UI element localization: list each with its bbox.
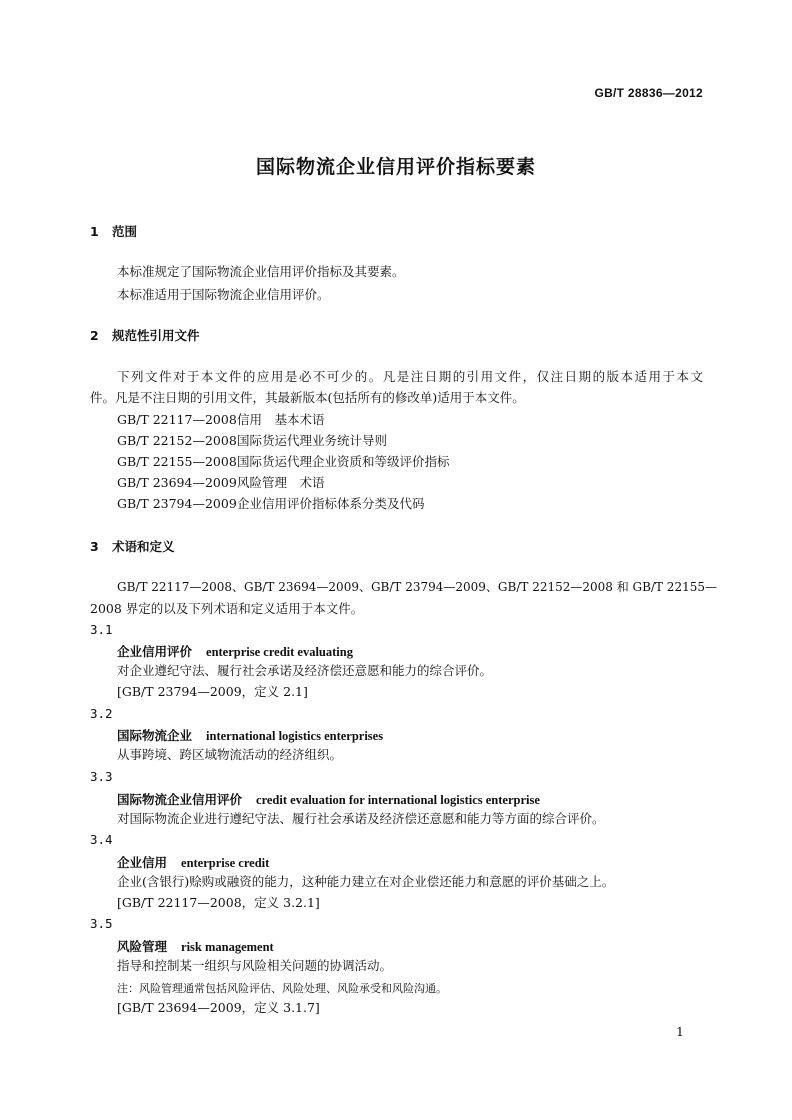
term-number: 3.4 <box>90 832 113 847</box>
term-definition: 指导和控制某一组织与风险相关问题的协调活动。 <box>117 958 393 973</box>
reference-item <box>117 493 425 514</box>
term-number: 3.2 <box>90 706 113 721</box>
section-number: 1 <box>90 224 99 239</box>
reference-code: GB/T 22152—2008 <box>117 433 237 448</box>
section-title: 范围 <box>112 224 138 239</box>
term-zh: 企业信用评价 <box>117 644 193 659</box>
term-zh: 国际物流企业信用评价 <box>117 792 243 807</box>
reference-title: 企业信用评价指标体系分类及代码 <box>237 496 425 511</box>
paragraph: GB/T 22117—2008、GB/T 23694—2009、GB/T 23794—2009、GB/T 22152—2008 和 GB/T 22155— <box>117 580 717 594</box>
term-en: risk management <box>181 940 274 954</box>
term-definition: 企业(含银行)赊购或融资的能力，这种能力建立在对企业偿还能力和意愿的评价基础之上。 <box>117 874 615 889</box>
reference-title: 风险管理 术语 <box>237 475 325 490</box>
term-note: 注：风险管理通常包括风险评估、风险处理、风险承受和风险沟通。 <box>117 982 447 995</box>
term-en: international logistics enterprises <box>206 729 384 743</box>
reference-title: 国际货运代理业务统计导则 <box>237 433 388 448</box>
term-heading <box>117 642 353 660</box>
term-number: 3.3 <box>90 769 113 784</box>
paragraph: 本标准规定了国际物流企业信用评价指标及其要素。 <box>117 264 405 279</box>
paragraph: 件。凡是不注日期的引用文件，其最新版本(包括所有的修改单)适用于本文件。 <box>90 390 525 405</box>
section-number: 3 <box>90 539 99 554</box>
term-zh: 风险管理 <box>117 939 168 954</box>
term-heading <box>117 937 274 955</box>
reference-title: 信用 基本术语 <box>237 412 325 427</box>
term-zh: 国际物流企业 <box>117 728 193 743</box>
reference-code: GB/T 22155—2008 <box>117 454 237 469</box>
standard-number: GB/T 28836—2012 <box>594 86 703 100</box>
page-title: 国际物流企业信用评价指标要素 <box>255 156 536 178</box>
term-source: [GB/T 22117—2008，定义 3.2.1] <box>117 895 320 910</box>
term-definition: 对国际物流企业进行遵纪守法、履行社会承诺及经济偿还意愿和能力等方面的综合评价。 <box>117 811 605 826</box>
page-number: 1 <box>676 1024 684 1039</box>
section-title: 术语和定义 <box>112 539 175 554</box>
reference-item <box>117 409 325 430</box>
paragraph: 下列文件对于本文件的应用是必不可少的。凡是注日期的引用文件，仅注日期的版本适用于本文 <box>117 369 703 384</box>
reference-item <box>117 451 450 472</box>
reference-code: GB/T 22117—2008 <box>117 412 237 427</box>
term-source: [GB/T 23794—2009，定义 2.1] <box>117 684 308 699</box>
term-heading <box>117 726 383 744</box>
reference-code: GB/T 23794—2009 <box>117 496 237 511</box>
term-en: enterprise credit <box>181 856 270 870</box>
section-1-heading <box>90 222 137 240</box>
term-en: credit evaluation for international logistics enterprise <box>256 793 540 807</box>
term-zh: 企业信用 <box>117 855 168 870</box>
reference-code: GB/T 23694—2009 <box>117 475 237 490</box>
paragraph: 2008 界定的以及下列术语和定义适用于本文件。 <box>90 601 364 616</box>
term-en: enterprise credit evaluating <box>206 645 353 659</box>
term-source: [GB/T 23694—2009，定义 3.1.7] <box>117 1000 320 1015</box>
term-number: 3.1 <box>90 622 113 637</box>
term-definition: 从事跨境、跨区域物流活动的经济组织。 <box>117 747 343 762</box>
term-definition: 对企业遵纪守法、履行社会承诺及经济偿还意愿和能力的综合评价。 <box>117 663 493 678</box>
section-2-heading <box>90 326 200 344</box>
paragraph: 本标准适用于国际物流企业信用评价。 <box>117 287 330 302</box>
term-heading <box>117 853 269 871</box>
reference-item <box>117 430 387 451</box>
reference-title: 国际货运代理企业资质和等级评价指标 <box>237 454 450 469</box>
term-heading <box>117 790 540 808</box>
term-number: 3.5 <box>90 916 113 931</box>
section-title: 规范性引用文件 <box>112 328 200 343</box>
reference-item <box>117 472 325 493</box>
section-3-heading <box>90 537 175 555</box>
section-number: 2 <box>90 328 99 343</box>
